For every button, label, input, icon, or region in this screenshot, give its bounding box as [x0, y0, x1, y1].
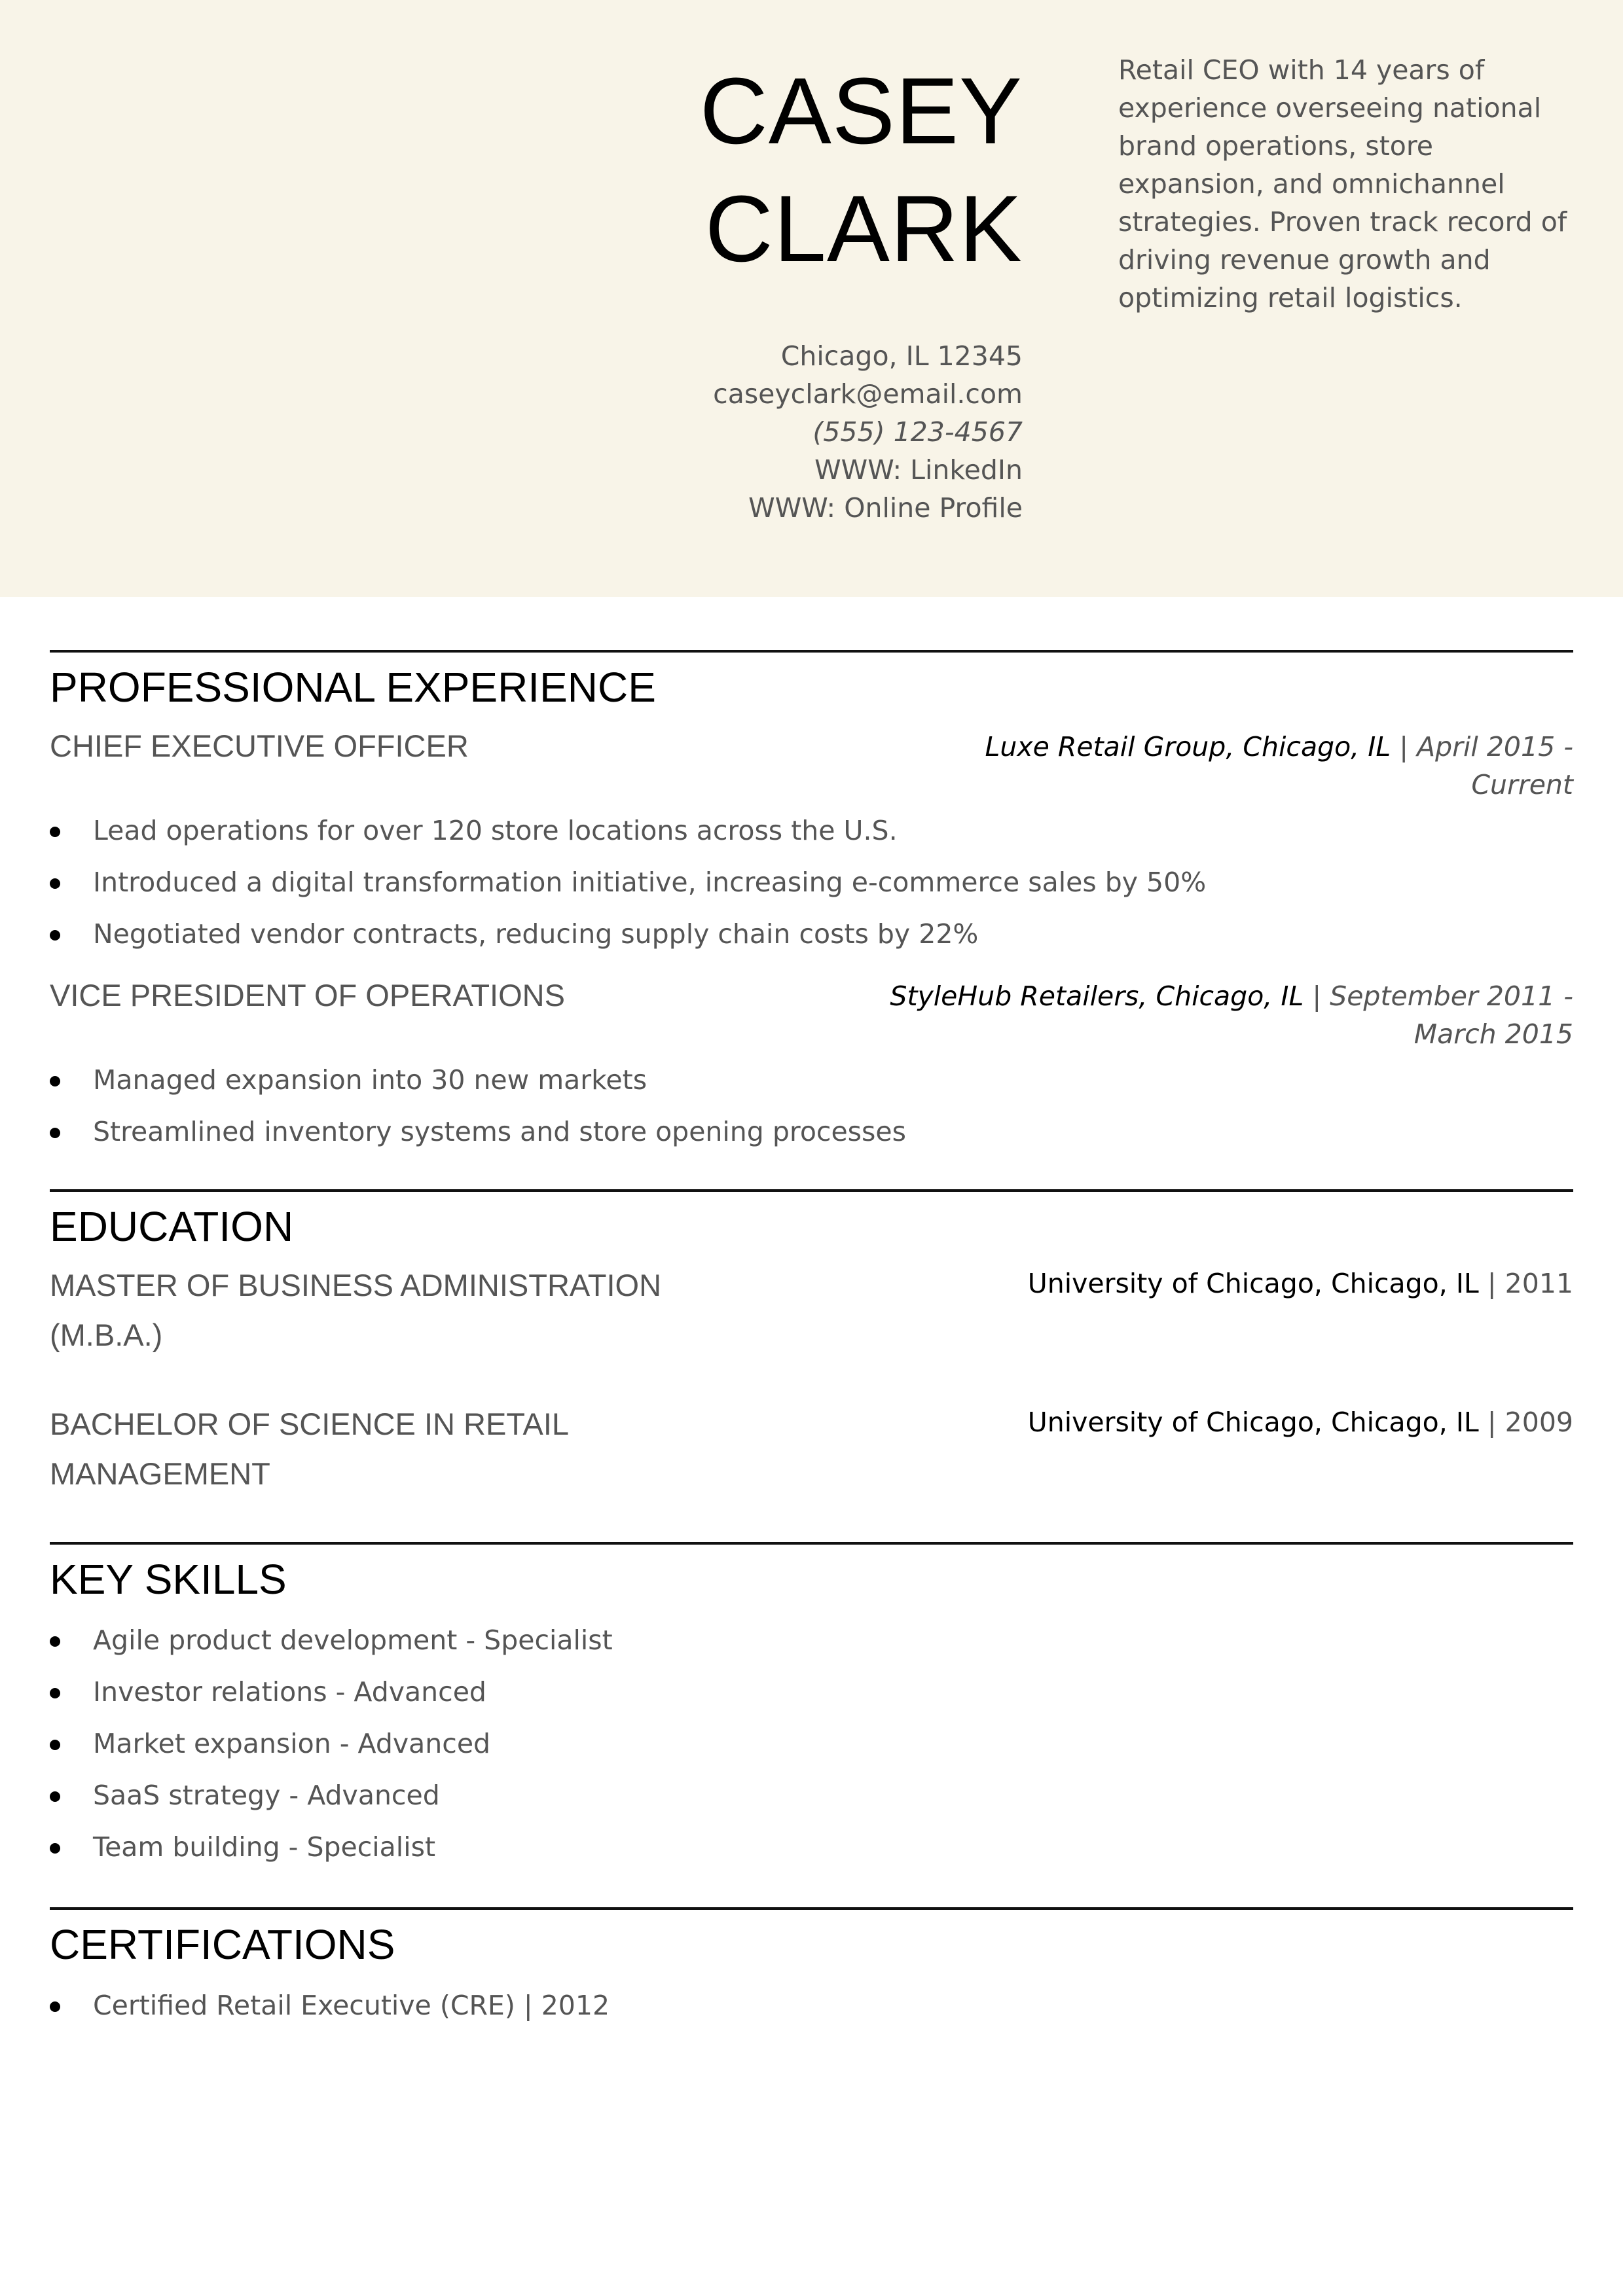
list-item: Agile product development - Specialist [50, 1615, 1573, 1666]
section-title-skills: KEY SKILLS [50, 1556, 287, 1603]
job-header [50, 971, 1573, 1053]
school-name: University of Chicago, Chicago, IL [1027, 1268, 1479, 1299]
list-item: Investor relations - Advanced [50, 1666, 1573, 1718]
bullet-icon [50, 878, 60, 889]
job-entry [50, 721, 1573, 960]
job-role: CHIEF EXECUTIVE OFFICER [50, 728, 469, 763]
degree-meta: University of Chicago, Chicago, IL | 2009 [1027, 1407, 1573, 1438]
list-item: Managed expansion into 30 new markets [50, 1054, 1573, 1106]
degree-name: BACHELOR OF SCIENCE IN RETAIL MANAGEMENT [50, 1407, 568, 1491]
certifications-list [50, 1980, 1573, 2032]
candidate-name [564, 52, 1023, 288]
section-title-experience: PROFESSIONAL EXPERIENCE [50, 664, 656, 711]
skills-section [50, 1542, 1573, 1873]
bullet-icon [50, 1791, 60, 1802]
section-title-education: EDUCATION [50, 1203, 294, 1250]
contact-profile-link[interactable]: WWW: Online Profile [748, 492, 1023, 524]
job-role: VICE PRESIDENT OF OPERATIONS [50, 978, 565, 1013]
list-item: Lead operations for over 120 store locations across the U.S. [50, 805, 1573, 857]
bullet-icon [50, 1740, 60, 1750]
list-item: Introduced a digital transformation initiative, increasing e-commerce sales by 50% [50, 857, 1573, 908]
bullet-icon [50, 1128, 60, 1138]
list-item: SaaS strategy - Advanced [50, 1770, 1573, 1821]
graduation-year: 2011 [1504, 1268, 1573, 1299]
first-name: CASEY [699, 58, 1023, 164]
bullet-icon [50, 1688, 60, 1698]
job-meta: StyleHub Retailers, Chicago, IL | September 2011 - March 2015 [890, 977, 1573, 1053]
job-dates-end: March 2015 [1413, 1018, 1573, 1050]
list-item: Streamlined inventory systems and store opening processes [50, 1106, 1573, 1158]
job-location: Chicago, IL [1243, 731, 1391, 762]
education-entry [50, 1261, 1573, 1360]
section-title-certifications: CERTIFICATIONS [50, 1921, 395, 1968]
bullet-icon [50, 930, 60, 941]
education-entry [50, 1399, 1573, 1499]
professional-summary: Retail CEO with 14 years of experience overseeing national brand operations, store expansion, and omnichannel strategies. Proven track record of driving revenue growth and optimizing retail logistics. [1118, 54, 1567, 314]
job-dates: September 2011 - [1330, 980, 1573, 1012]
job-company: StyleHub Retailers [890, 980, 1139, 1012]
list-item: Market expansion - Advanced [50, 1718, 1573, 1770]
skills-list [50, 1615, 1573, 1873]
job-dates: April 2015 - [1417, 731, 1573, 762]
experience-section [50, 650, 1573, 1158]
bullet-icon [50, 1636, 60, 1647]
job-header [50, 721, 1573, 804]
job-bullets [50, 805, 1573, 960]
bullet-icon [50, 827, 60, 837]
last-name: CLARK [704, 176, 1023, 281]
degree-name: MASTER OF BUSINESS ADMINISTRATION (M.B.A.) [50, 1268, 662, 1352]
graduation-year: 2009 [1504, 1407, 1573, 1438]
contact-info [433, 337, 1023, 527]
education-section [50, 1189, 1573, 1499]
bullet-icon [50, 1843, 60, 1854]
bullet-icon [50, 2001, 60, 2012]
list-item: Certified Retail Executive (CRE) | 2012 [50, 1980, 1573, 2032]
list-item: Team building - Specialist [50, 1821, 1573, 1873]
degree-meta: University of Chicago, Chicago, IL | 2011 [1027, 1268, 1573, 1299]
contact-email[interactable]: caseyclark@email.com [713, 378, 1023, 410]
job-meta: Luxe Retail Group, Chicago, IL | April 2015 - Current [985, 728, 1573, 804]
list-item: Negotiated vendor contracts, reducing supply chain costs by 22% [50, 908, 1573, 960]
certifications-section [50, 1907, 1573, 2032]
job-location: Chicago, IL [1156, 980, 1304, 1012]
school-name: University of Chicago, Chicago, IL [1027, 1407, 1479, 1438]
resume-body [50, 650, 1573, 2032]
contact-location: Chicago, IL 12345 [780, 340, 1023, 372]
job-company: Luxe Retail Group [985, 731, 1226, 762]
contact-linkedin-link[interactable]: WWW: LinkedIn [814, 454, 1023, 486]
job-entry [50, 971, 1573, 1158]
contact-phone[interactable]: (555) 123-4567 [812, 416, 1023, 448]
resume-header [0, 0, 1623, 597]
bullet-icon [50, 1076, 60, 1086]
job-dates-end: Current [1471, 769, 1573, 800]
job-bullets [50, 1054, 1573, 1158]
